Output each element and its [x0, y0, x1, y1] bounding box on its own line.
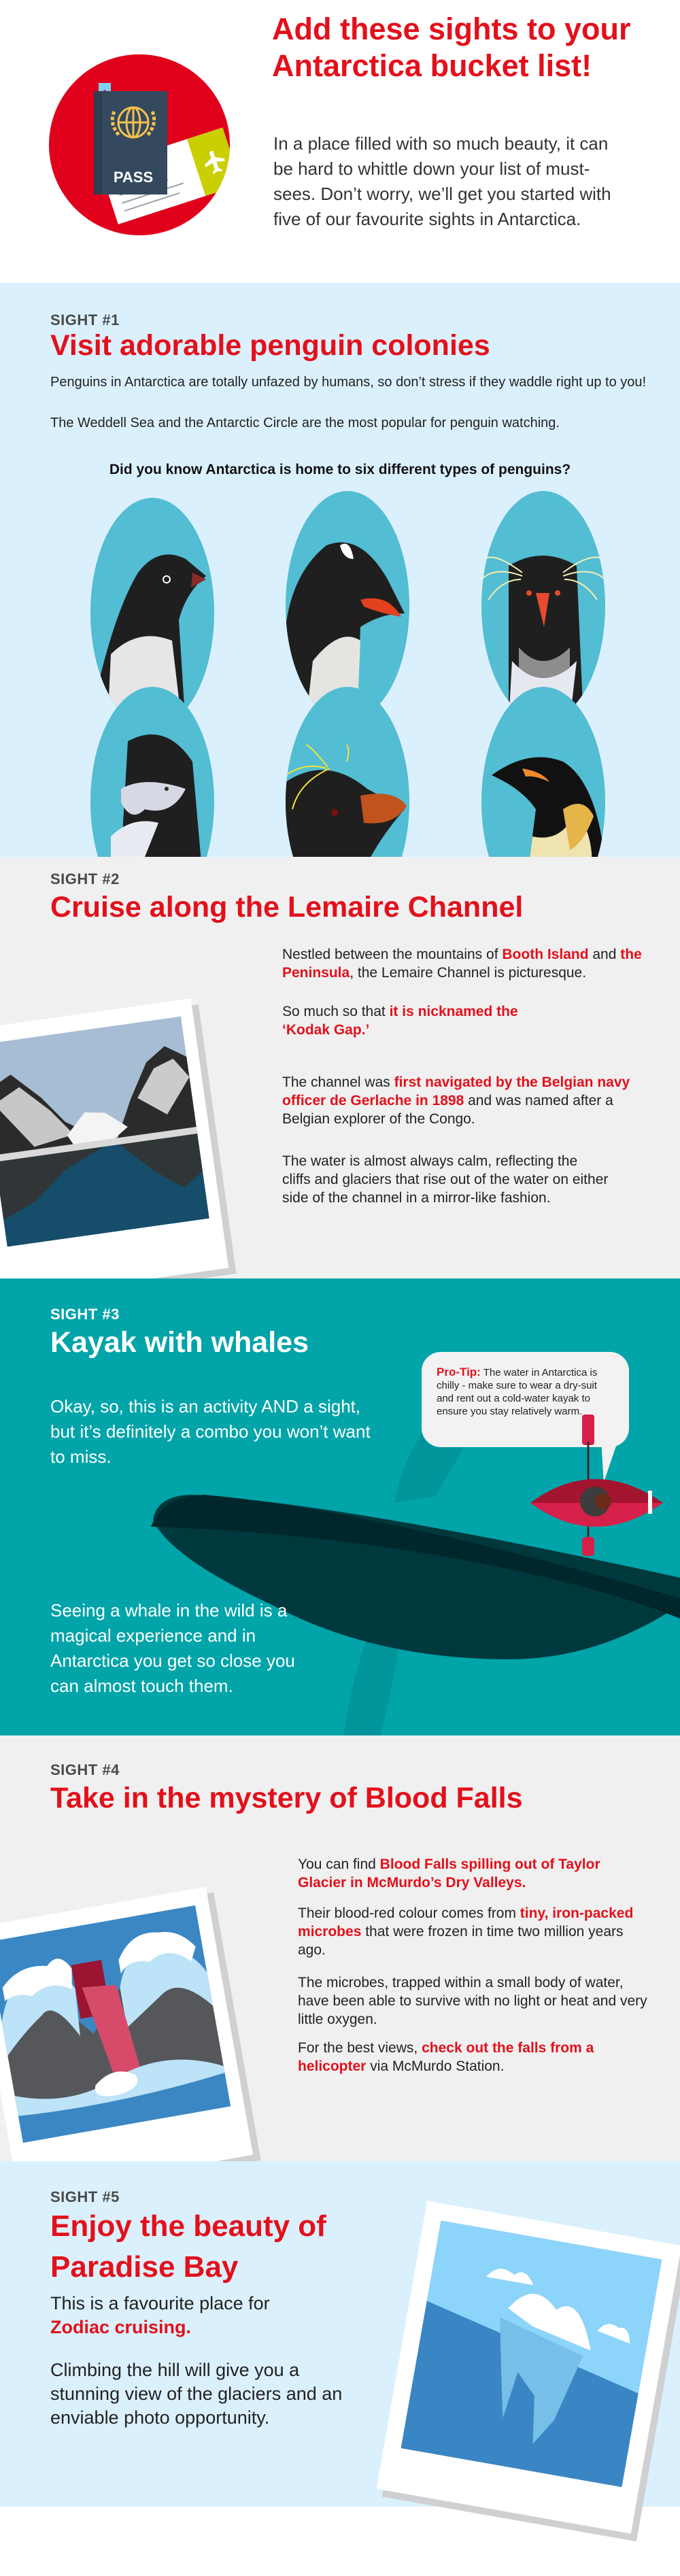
sight-paragraph: [282, 1002, 554, 1039]
blood-falls-illustration: [0, 1905, 231, 2143]
sight-4-section: [0, 1735, 680, 2161]
sight-paragraph: Penguins in Antarctica are totally unfazed by humans, so don’t stress if they waddle right up to you!: [50, 375, 647, 390]
sight-paragraph: The Weddell Sea and the Antarctic Circle are the most popular for penguin watching.: [50, 416, 560, 430]
page-title: Add these sights to your Antarctica bucket list!: [272, 12, 631, 83]
sight-label: SIGHT #1: [50, 311, 120, 328]
sight-title: Take in the mystery of Blood Falls: [50, 1782, 523, 1814]
sight-title: Cruise along the Lemaire Channel: [50, 891, 524, 923]
highlight-text: Blood Falls spilling out of Taylor Glacier in McMurdo’s Dry Valleys.: [298, 1857, 600, 1891]
sight-paragraph: [50, 2292, 336, 2339]
highlight-text: tiny, iron-packed microbes: [298, 1905, 634, 1939]
passport-icon: [49, 54, 230, 235]
text-run: So much so that: [282, 1004, 390, 1019]
sight-title: Enjoy the beauty of Paradise Bay: [50, 2209, 326, 2284]
sight-paragraph: Okay, so, this is an activity AND a sight, but it’s definitely a combo you won’t want to miss.: [50, 1396, 371, 1467]
sight-title: Visit adorable penguin colonies: [50, 329, 490, 362]
iceberg-illustration: [401, 2220, 662, 2487]
sight-label: SIGHT #5: [50, 2188, 120, 2205]
highlight-text: Booth Island: [502, 947, 589, 962]
text-run: For the best views,: [298, 2040, 422, 2056]
text-run: You can find: [298, 1857, 380, 1872]
text-run: that were frozen in time two million years ago.: [298, 1924, 624, 1958]
highlight-text: the Peninsula: [282, 947, 642, 981]
sight-3-section: [0, 1278, 680, 1735]
highlight-text: check out the falls from a helicopter: [298, 2040, 594, 2074]
penguin-question: Did you know Antarctica is home to six different types of penguins?: [109, 462, 571, 477]
text-run: Nestled between the mountains of: [282, 947, 503, 962]
text-run: and was named after a Belgian explorer of the Congo.: [282, 1093, 613, 1127]
sight-label: SIGHT #4: [50, 1761, 120, 1778]
pro-tip-label: Pro-Tip:: [437, 1366, 481, 1378]
sight-paragraph: [298, 1904, 638, 1959]
highlight-text: it is nicknamed the ‘Kodak Gap.’: [282, 1004, 518, 1038]
sight-title: Kayak with whales: [50, 1326, 309, 1359]
sight-2-section: [0, 857, 680, 1278]
sight-1-section: [0, 283, 680, 857]
blood-falls-photo: [0, 1887, 253, 2197]
intro-text: In a place filled with so much beauty, it can be hard to whittle down your list of must-sees. Don’t worry, we’ll get you started with five of our favourite sights in Antarctica.: [273, 133, 611, 229]
sight-paragraph: The water is almost always calm, reflecting the cliffs and glaciers that rise out of the water on either side of the channel in a mirror-like fashion.: [282, 1153, 609, 1206]
pro-tip-text: The water in Antarctica is chilly - make sure to wear a dry-suit and rent out a cold-water kayak to ensure you stay relatively warm.: [437, 1367, 598, 1417]
text-run: , the Lemaire Channel is picturesque.: [350, 965, 587, 981]
sight-label: SIGHT #2: [50, 870, 120, 887]
kayak-icon: [527, 1414, 670, 1557]
sight-paragraph: [298, 2039, 638, 2075]
hero-section: [0, 0, 680, 283]
sight-paragraph: Climbing the hill will give you a stunning view of the glaciers and an enviable photo opportunity.: [50, 2360, 343, 2428]
text-run: Their blood-red colour comes from: [298, 1905, 520, 1921]
sight-paragraph: The microbes, trapped within a small body of water, have been able to survive with no light or heat and very little oxygen.: [298, 1975, 647, 2027]
lemaire-channel-photo: [0, 998, 228, 1300]
sight-paragraph: Seeing a whale in the wild is a magical experience and in Antarctica you get so close you can almost touch them.: [50, 1600, 295, 1696]
highlight-text: Zodiac cruising.: [50, 2317, 192, 2337]
text-run: via McMurdo Station.: [366, 2058, 505, 2074]
text-run: and: [588, 947, 621, 962]
paradise-bay-photo: [377, 2201, 680, 2533]
sight-paragraph: [298, 1855, 651, 1892]
text-run: This is a favourite place for: [50, 2293, 270, 2314]
highlight-text: first navigated by the Belgian navy officer de Gerlache in 1898: [282, 1074, 630, 1108]
mountain-reflection-illustration: [0, 1017, 209, 1247]
sight-label: SIGHT #3: [50, 1306, 120, 1323]
text-run: The channel was: [282, 1074, 394, 1090]
sight-paragraph: [282, 945, 663, 982]
sight-paragraph: [282, 1073, 649, 1128]
passport-label: PASS: [113, 169, 154, 186]
